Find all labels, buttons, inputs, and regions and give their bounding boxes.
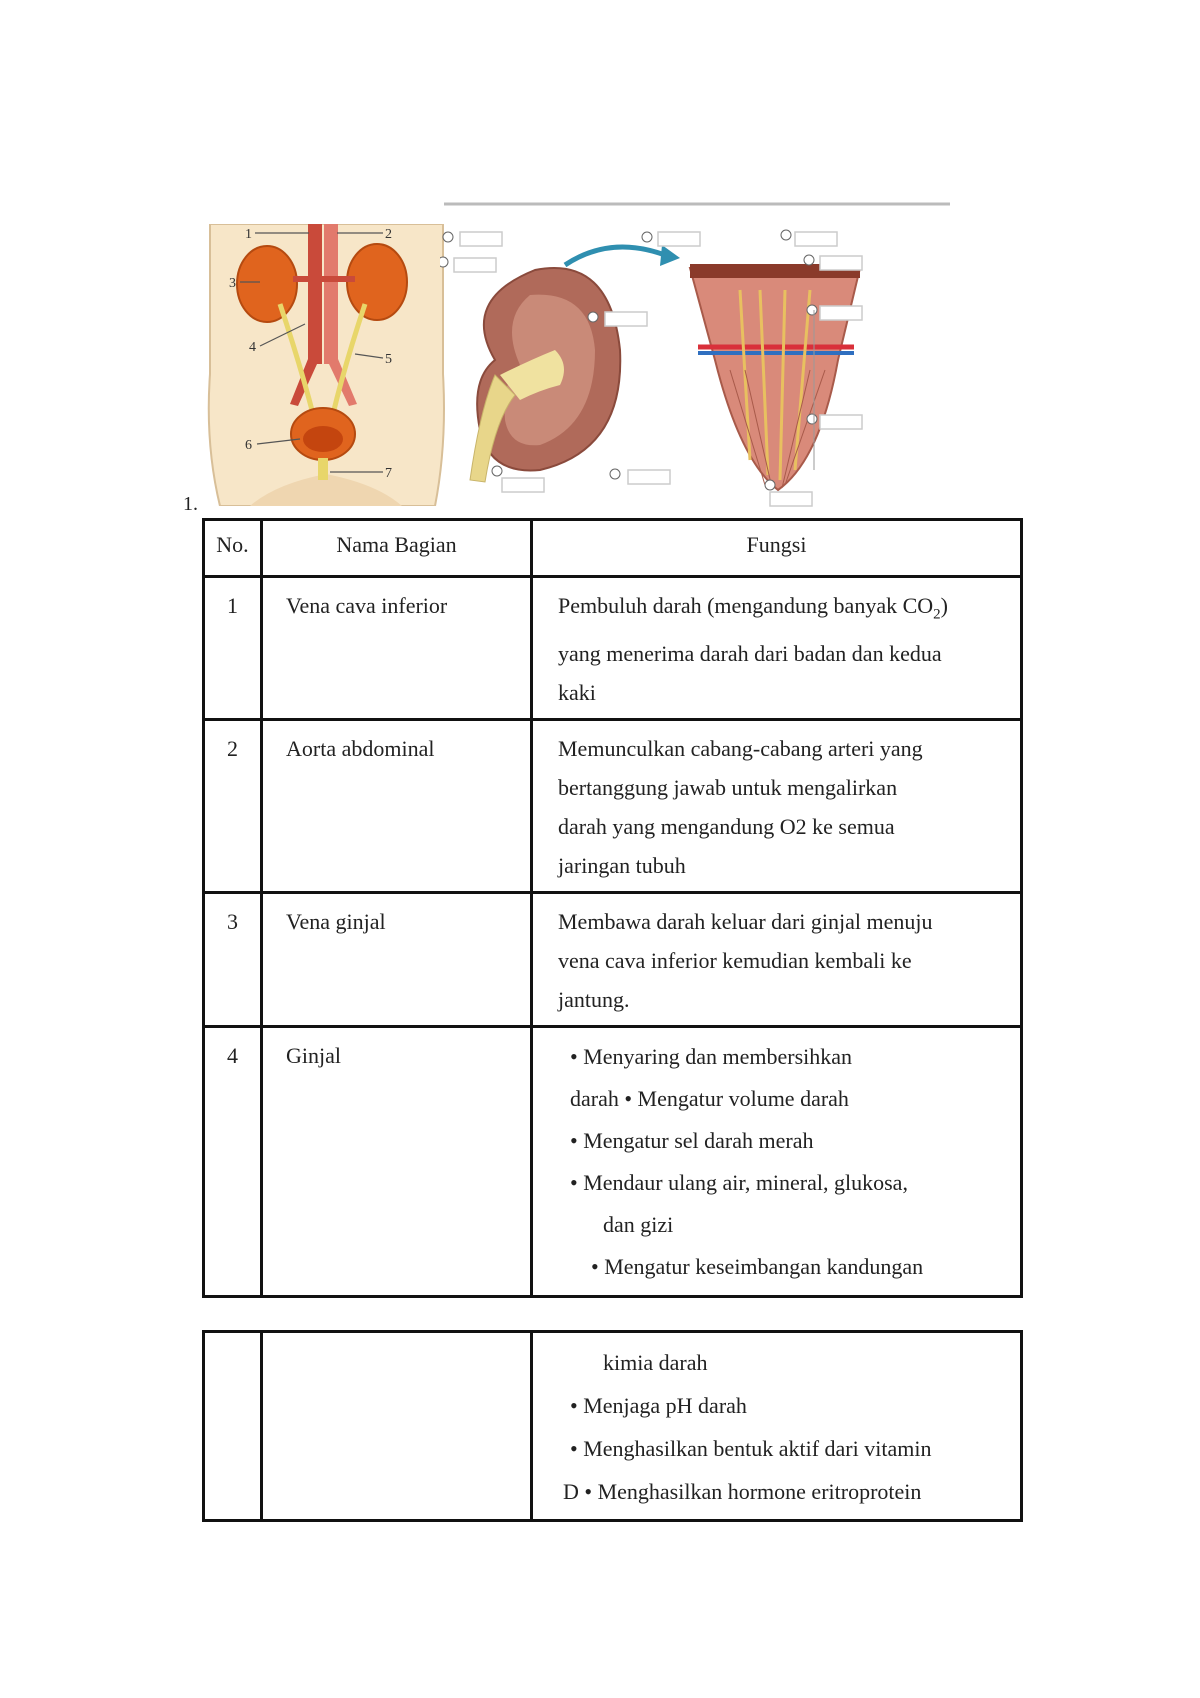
table-row <box>204 893 1022 1027</box>
function-line: kimia darah <box>603 1350 708 1375</box>
function-line: dan gizi <box>603 1212 674 1238</box>
table-header-row <box>204 520 1022 577</box>
kidney-function-table <box>202 518 1023 1298</box>
row-number: 3 <box>204 893 262 1027</box>
function-line: D • Menghasilkan hormone eritroprotein <box>563 1479 922 1504</box>
function-line: yang menerima darah dari badan dan kedua <box>558 641 942 667</box>
row-function <box>532 893 1022 1027</box>
row-name <box>262 1332 532 1521</box>
function-line: • Mengatur sel darah merah <box>570 1128 814 1154</box>
figure-label-5: 5 <box>385 352 392 367</box>
function-line: bertanggung jawab untuk mengalirkan <box>558 775 898 801</box>
figure-label-7: 7 <box>385 466 392 481</box>
figure-label-4: 4 <box>249 340 256 355</box>
function-line: Membawa darah keluar dari ginjal menuju <box>558 909 933 935</box>
row-function <box>532 720 1022 893</box>
figure-label-1: 1 <box>245 227 252 242</box>
row-function <box>532 577 1022 720</box>
function-line: kaki <box>558 680 596 706</box>
row-function <box>532 1332 1022 1521</box>
figure-label-6: 6 <box>245 438 252 453</box>
table-row <box>204 577 1022 720</box>
urinary-system-illustration <box>205 224 447 506</box>
kidney-structure-illustration <box>440 200 952 510</box>
row-number: 2 <box>204 720 262 893</box>
kidney-function-table-continued <box>202 1330 1023 1522</box>
row-number: 4 <box>204 1027 262 1297</box>
function-line: • Menjaga pH darah <box>570 1393 747 1418</box>
list-number: 1. <box>183 493 198 515</box>
function-line: Memunculkan cabang-cabang arteri yang <box>558 736 923 762</box>
row-name: Vena ginjal <box>262 893 532 1027</box>
function-line: jantung. <box>558 987 630 1013</box>
function-line: jaringan tubuh <box>558 853 686 879</box>
figure-label-2: 2 <box>385 227 392 242</box>
header-function: Fungsi <box>532 520 1022 577</box>
row-name: Ginjal <box>262 1027 532 1297</box>
row-function <box>532 1027 1022 1297</box>
row-name: Vena cava inferior <box>262 577 532 720</box>
row-number: 1 <box>204 577 262 720</box>
function-line: darah yang mengandung O2 ke semua <box>558 814 895 840</box>
table-row <box>204 1027 1022 1297</box>
table-row <box>204 720 1022 893</box>
header-no: No. <box>204 520 262 577</box>
figure-label-3: 3 <box>229 276 236 291</box>
function-line: • Menyaring dan membersihkan <box>570 1044 853 1070</box>
table-row <box>204 1332 1022 1521</box>
function-line: vena cava inferior kemudian kembali ke <box>558 948 912 974</box>
function-line: • Mengatur keseimbangan kandungan <box>591 1254 924 1280</box>
function-line: • Mendaur ulang air, mineral, glukosa, <box>570 1170 908 1196</box>
row-name: Aorta abdominal <box>262 720 532 893</box>
function-line: darah • Mengatur volume darah <box>570 1086 849 1112</box>
row-number <box>204 1332 262 1521</box>
header-name: Nama Bagian <box>262 520 532 577</box>
function-line: • Menghasilkan bentuk aktif dari vitamin <box>570 1436 932 1461</box>
function-line: Pembuluh darah (mengandung banyak $CO_2$) <box>558 593 948 623</box>
